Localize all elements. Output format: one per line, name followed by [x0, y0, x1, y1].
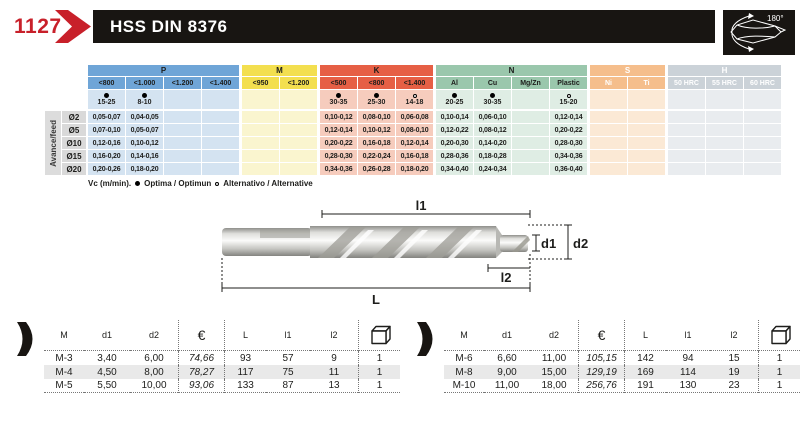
header-label: M — [460, 329, 468, 340]
feed-cell: 0,34-0,36 — [320, 163, 357, 175]
diameter-column — [62, 111, 86, 175]
feed-cell: 0,18-0,20 — [396, 163, 433, 175]
header-col-l1 — [266, 320, 310, 351]
feed-cell — [706, 137, 743, 149]
cell-col-d2: 10,00 — [130, 379, 178, 393]
page-title: HSS DIN 8376 — [110, 16, 228, 36]
feed-cell: 0,24-0,34 — [474, 163, 511, 175]
feed-cell — [590, 111, 627, 123]
product-table-right — [444, 320, 800, 393]
feed-cell: 0,16-0,18 — [396, 150, 433, 162]
feed-cell: 0,34-0,36 — [550, 150, 587, 162]
header-label: M — [60, 329, 68, 340]
feed-cell: 0,12-0,14 — [320, 124, 357, 136]
optimal-dot-icon — [104, 93, 109, 98]
speed-group-N — [436, 65, 587, 175]
cell-col-price: 129,19 — [578, 365, 624, 379]
speed-group-S — [590, 65, 665, 175]
vc-legend-prefix: Vc (m/min). — [88, 179, 132, 188]
speed-group-M — [242, 65, 317, 175]
vc-value: 25-30 — [367, 99, 386, 106]
cell-col-l2: 15 — [728, 352, 740, 364]
vc-cell — [628, 90, 665, 109]
feed-cell — [242, 124, 279, 136]
feed-cell — [512, 150, 549, 162]
feed-cell — [512, 137, 549, 149]
material-class-header: <500 — [320, 77, 357, 89]
cell-col-l2: 19 — [710, 365, 758, 379]
vc-cell — [280, 90, 317, 109]
cell-col-l1: 57 — [282, 352, 294, 364]
vc-cell — [164, 90, 201, 109]
vc-cell — [706, 90, 743, 109]
cell-col-m: M-8 — [444, 365, 484, 379]
feed-cell — [280, 163, 317, 175]
material-class-header: <1.200 — [280, 77, 317, 89]
vc-cell — [668, 90, 705, 109]
cell-col-price: 256,76 — [578, 379, 624, 393]
feed-cell: 0,20-0,30 — [436, 137, 473, 149]
header-col-d1 — [484, 320, 530, 351]
cell-col-pack: 1 — [358, 365, 400, 379]
feed-cell — [590, 150, 627, 162]
product-table-left — [44, 320, 400, 393]
vc-cell — [320, 90, 357, 109]
feed-cell: 0,18-0,20 — [126, 163, 163, 175]
feed-cell — [706, 111, 743, 123]
euro-symbol: € — [597, 326, 606, 343]
feed-cell: 0,05-0,07 — [88, 111, 125, 123]
material-class-header: <950 — [242, 77, 279, 89]
header-col-pack — [358, 320, 400, 351]
feed-cell — [706, 124, 743, 136]
product-table-right-wrap — [417, 320, 800, 393]
cell-col-d1: 11,00 — [484, 379, 530, 393]
cell-col-m: M-5 — [44, 379, 84, 393]
feed-cell — [590, 137, 627, 149]
feed-cell: 0,06-0,08 — [396, 111, 433, 123]
material-class-header: 60 HRC — [744, 77, 781, 89]
feed-cell — [164, 137, 201, 149]
feed-cell — [706, 163, 743, 175]
product-table-left-wrap — [17, 320, 400, 393]
cell-col-l2: 11 — [310, 365, 358, 379]
feed-cell — [668, 150, 705, 162]
feed-cell: 0,10-0,12 — [126, 137, 163, 149]
feed-cell: 0,36-0,40 — [550, 163, 587, 175]
axis-block — [45, 111, 86, 175]
feed-cell — [628, 111, 665, 123]
vc-legend — [88, 179, 313, 188]
vc-cell — [358, 90, 395, 109]
header-col-d2 — [530, 320, 578, 351]
feed-cell — [628, 124, 665, 136]
cell-col-pack: 1 — [758, 379, 800, 393]
header-label: d1 — [501, 329, 512, 340]
optimal-label: Optima / Optimun — [144, 179, 212, 188]
feed-cell: 0,08-0,10 — [358, 111, 395, 123]
feed-cell: 0,10-0,12 — [358, 124, 395, 136]
alternative-dot-icon — [567, 94, 571, 98]
cell-col-L: 133 — [224, 379, 266, 393]
dim-l2-label: l2 — [500, 270, 512, 285]
feed-cell — [628, 163, 665, 175]
diameter-cell: Ø2 — [62, 111, 86, 123]
package-icon — [369, 325, 391, 345]
feed-cell — [590, 163, 627, 175]
material-class-header: Al — [436, 77, 473, 89]
vc-cell — [590, 90, 627, 109]
feed-cell — [744, 124, 781, 136]
vc-cell — [126, 90, 163, 109]
feed-cell — [512, 111, 549, 123]
cell-col-price: 78,27 — [178, 365, 224, 379]
feed-cell — [202, 163, 239, 175]
feed-cell: 0,20-0,22 — [550, 124, 587, 136]
cell-col-price: 74,66 — [178, 351, 224, 365]
vc-cell — [396, 90, 433, 109]
header-label: l2 — [730, 329, 738, 340]
material-class-header: <1.400 — [202, 77, 239, 89]
group-label: H — [668, 65, 781, 76]
feed-cell — [242, 111, 279, 123]
feed-cell — [706, 150, 743, 162]
cell-col-l1: 94 — [682, 352, 694, 364]
material-class-header: <800 — [88, 77, 125, 89]
cell-col-L: 169 — [624, 365, 666, 379]
vc-cell — [436, 90, 473, 109]
alternative-dot-icon — [413, 94, 417, 98]
header-col-m — [444, 320, 484, 351]
vc-cell — [744, 90, 781, 109]
speed-group-P — [88, 65, 239, 175]
material-class-header: Mg/Zn — [512, 77, 549, 89]
cell-col-d2: 15,00 — [530, 365, 578, 379]
feed-axis-label: Avance/feed — [48, 119, 58, 167]
material-class-header: 50 HRC — [668, 77, 705, 89]
feed-cell — [202, 150, 239, 162]
title-bar — [93, 10, 715, 43]
diameter-cell: Ø15 — [62, 150, 86, 162]
feed-cell: 0,10-0,14 — [436, 111, 473, 123]
vc-cell — [202, 90, 239, 109]
speed-group-K — [320, 65, 433, 175]
feed-cell — [202, 124, 239, 136]
point-angle-box — [723, 10, 795, 55]
feed-cell: 0,26-0,28 — [358, 163, 395, 175]
feed-cell: 0,22-0,24 — [358, 150, 395, 162]
header-label: d2 — [148, 329, 159, 340]
vc-value: 8-10 — [137, 99, 152, 106]
vc-cell — [474, 90, 511, 109]
cell-col-l2: 13 — [310, 379, 358, 393]
header-col-l1 — [666, 320, 710, 351]
feed-cell — [512, 124, 549, 136]
cell-col-pack: 1 — [358, 351, 400, 365]
feed-cell: 0,12-0,22 — [436, 124, 473, 136]
feed-cell: 0,18-0,28 — [474, 150, 511, 162]
feed-cell — [744, 137, 781, 149]
cell-col-L: 142 — [624, 351, 666, 365]
feed-cell: 0,12-0,14 — [396, 137, 433, 149]
cell-col-d1: 9,00 — [484, 365, 530, 379]
feed-cell: 0,14-0,16 — [126, 150, 163, 162]
vc-cell — [242, 90, 279, 109]
header-col-m — [44, 320, 84, 351]
header-col-price — [178, 320, 224, 351]
page-code: 1127 — [14, 15, 62, 38]
table-chevron-icon — [17, 322, 39, 356]
cell-col-m: M-10 — [444, 379, 484, 393]
feed-cell — [280, 137, 317, 149]
feed-cell — [164, 163, 201, 175]
feed-cell: 0,20-0,22 — [320, 137, 357, 149]
feed-axis-band — [45, 111, 61, 175]
drill-angle-icon — [723, 10, 795, 55]
optimal-dot-icon — [142, 93, 147, 98]
cell-col-m: M-3 — [55, 352, 73, 364]
vc-value: 14-18 — [405, 98, 424, 106]
cell-col-d1: 4,50 — [84, 365, 130, 379]
header-col-l2 — [710, 320, 758, 351]
cell-col-L: 191 — [624, 379, 666, 393]
feed-cell: 0,08-0,10 — [396, 124, 433, 136]
cell-col-price: 105,15 — [578, 351, 624, 365]
vc-cell — [512, 90, 549, 109]
cell-col-l1: 114 — [666, 365, 710, 379]
feed-cell — [668, 137, 705, 149]
material-class-header: Cu — [474, 77, 511, 89]
cell-col-l2: 9 — [331, 352, 337, 364]
feed-cell — [668, 111, 705, 123]
diameter-cell: Ø20 — [62, 163, 86, 175]
feed-cell — [202, 111, 239, 123]
feed-cell: 0,28-0,30 — [550, 137, 587, 149]
cell-col-price: 93,06 — [178, 379, 224, 393]
feed-cell: 0,06-0,10 — [474, 111, 511, 123]
feed-cell — [628, 150, 665, 162]
cell-col-d2: 18,00 — [530, 379, 578, 393]
feed-cell — [512, 163, 549, 175]
material-class-header: <1.000 — [126, 77, 163, 89]
group-label: S — [590, 65, 665, 76]
dim-l1-label: l1 — [415, 198, 427, 213]
feed-cell — [242, 137, 279, 149]
table-chevron-icon — [417, 322, 439, 356]
header-col-l2 — [310, 320, 358, 351]
material-class-header: Plastic — [550, 77, 587, 89]
material-class-header: <1.400 — [396, 77, 433, 89]
cell-col-m: M-6 — [455, 352, 473, 364]
vc-value: 20-25 — [445, 99, 464, 106]
feed-cell — [744, 163, 781, 175]
alternative-label: Alternativo / Alternative — [223, 179, 313, 188]
cell-col-l2: 23 — [710, 379, 758, 393]
cell-col-d1: 5,50 — [84, 379, 130, 393]
header-col-d2 — [130, 320, 178, 351]
feed-cell — [668, 163, 705, 175]
header-col-pack — [758, 320, 800, 351]
cutting-data-table — [45, 65, 781, 175]
feed-cell — [668, 124, 705, 136]
optimal-dot-icon — [336, 93, 341, 98]
speed-table-groups — [88, 65, 781, 175]
optimal-dot-icon — [490, 93, 495, 98]
material-class-header: <1.200 — [164, 77, 201, 89]
material-class-header: 55 HRC — [706, 77, 743, 89]
optimal-dot-icon — [452, 93, 457, 98]
feed-cell — [164, 111, 201, 123]
group-label: M — [242, 65, 317, 76]
header-label: d1 — [101, 329, 112, 340]
cell-col-d1: 3,40 — [97, 352, 117, 364]
cell-col-L: 117 — [224, 365, 266, 379]
header-label: d2 — [548, 329, 559, 340]
header-label: l2 — [330, 329, 338, 340]
cell-col-d2: 11,00 — [541, 352, 567, 364]
feed-cell — [590, 124, 627, 136]
cell-col-l1: 75 — [266, 365, 310, 379]
cell-col-pack: 1 — [758, 365, 800, 379]
feed-cell: 0,04-0,05 — [126, 111, 163, 123]
feed-cell: 0,16-0,20 — [88, 150, 125, 162]
header-col-price — [578, 320, 624, 351]
vc-cell — [88, 90, 125, 109]
cell-col-l1: 87 — [266, 379, 310, 393]
dim-d2-label: d2 — [573, 236, 589, 251]
header-label: L — [642, 329, 648, 340]
speed-group-H — [668, 65, 781, 175]
feed-cell — [164, 124, 201, 136]
group-label: K — [320, 65, 433, 76]
header-col-L — [624, 320, 666, 351]
feed-cell: 0,05-0,07 — [126, 124, 163, 136]
feed-cell — [164, 150, 201, 162]
feed-cell — [744, 150, 781, 162]
cell-col-d1: 6,60 — [497, 352, 517, 364]
header-col-L — [224, 320, 266, 351]
group-label: P — [88, 65, 239, 76]
feed-cell: 0,08-0,12 — [474, 124, 511, 136]
feed-cell — [242, 150, 279, 162]
package-icon — [769, 325, 791, 345]
feed-cell — [628, 137, 665, 149]
feed-cell: 0,28-0,30 — [320, 150, 357, 162]
feed-cell — [280, 124, 317, 136]
feed-cell — [280, 150, 317, 162]
feed-cell — [242, 163, 279, 175]
optimal-dot-icon — [374, 93, 379, 98]
cell-col-pack: 1 — [758, 351, 800, 365]
vc-cell — [550, 90, 587, 109]
feed-cell — [280, 111, 317, 123]
vc-value: 15-25 — [97, 99, 116, 106]
feed-cell — [202, 137, 239, 149]
feed-cell — [744, 111, 781, 123]
dim-L-label: L — [372, 292, 380, 307]
feed-cell: 0,16-0,18 — [358, 137, 395, 149]
vc-value: 15-20 — [559, 98, 578, 106]
vc-value: 30-35 — [483, 99, 502, 106]
header-col-d1 — [84, 320, 130, 351]
drill-illustration — [200, 198, 600, 310]
feed-cell: 0,07-0,10 — [88, 124, 125, 136]
feed-cell: 0,10-0,12 — [320, 111, 357, 123]
diameter-cell: Ø5 — [62, 124, 86, 136]
header-label: L — [242, 329, 248, 340]
cell-col-l1: 130 — [666, 379, 710, 393]
feed-cell: 0,12-0,16 — [88, 137, 125, 149]
vc-value: 30-35 — [329, 99, 348, 106]
cell-col-L: 93 — [224, 351, 266, 365]
euro-symbol: € — [197, 326, 206, 343]
feed-cell: 0,28-0,36 — [436, 150, 473, 162]
optimal-dot-icon — [135, 181, 140, 186]
drill-diagram — [200, 198, 600, 315]
header-chevron-icon — [55, 10, 92, 43]
cell-col-d2: 8,00 — [130, 365, 178, 379]
cell-col-d2: 6,00 — [144, 352, 164, 364]
group-label: N — [436, 65, 587, 76]
diameter-cell: Ø10 — [62, 137, 86, 149]
material-class-header: <800 — [358, 77, 395, 89]
angle-value: 180° — [767, 14, 784, 23]
feed-cell: 0,34-0,40 — [436, 163, 473, 175]
feed-cell: 0,20-0,26 — [88, 163, 125, 175]
material-class-header: Ti — [628, 77, 665, 89]
header-label: l1 — [284, 329, 292, 340]
header-label: l1 — [684, 329, 692, 340]
dim-d1-label: d1 — [541, 236, 557, 251]
alternative-dot-icon — [215, 182, 219, 186]
cell-col-m: M-4 — [44, 365, 84, 379]
material-class-header: Ni — [590, 77, 627, 89]
feed-cell: 0,12-0,14 — [550, 111, 587, 123]
feed-cell: 0,14-0,20 — [474, 137, 511, 149]
cell-col-pack: 1 — [358, 379, 400, 393]
